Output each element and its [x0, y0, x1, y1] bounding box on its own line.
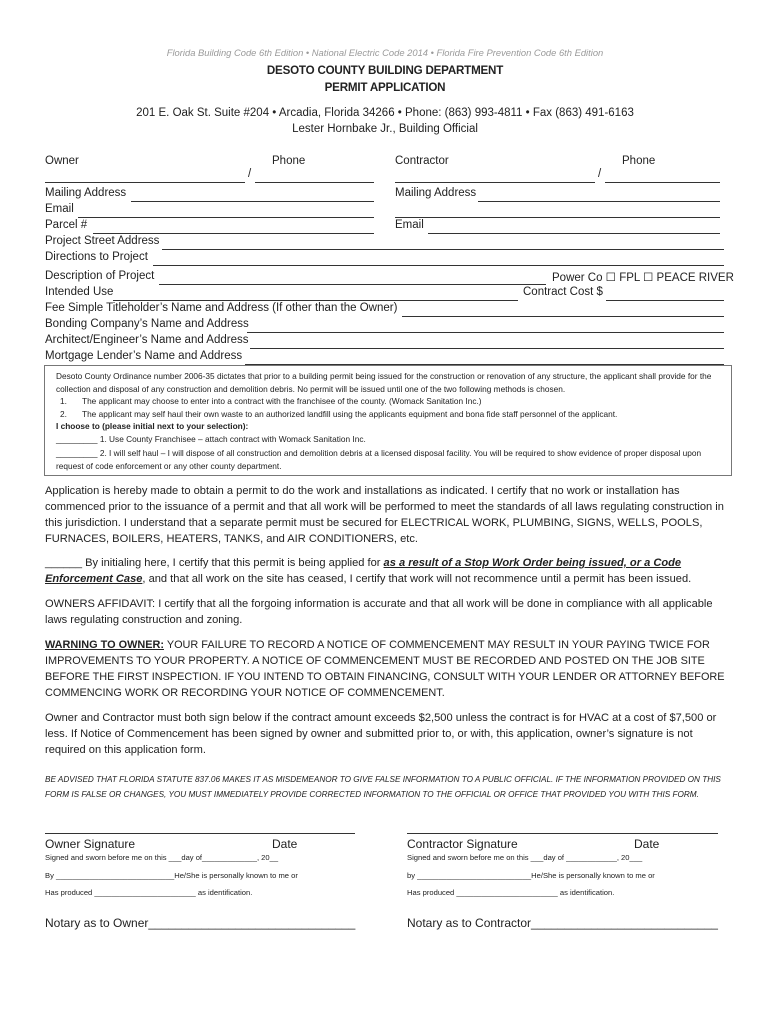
ordinance-item-2-number: 2.: [60, 409, 67, 419]
contractor-date-label: Date: [634, 837, 660, 851]
application-statement: Application is hereby made to obtain a permit to do the work and installations as indicated. I certify that no work or installation has commenced prior to the issuance of a permit and that all work will be performed to meet the standards of all laws regulating construction in this jurisdiction. I understand that a separate permit must be secured for ELECTRICAL WORK, PLUMBING, SIGNS, WELLS, POOLS, FURNACES, BOILERS, HEATERS, TANKS, and AIR CONDITIONERS, etc.: [45, 485, 724, 545]
architect-label: Architect/Engineer’s Name and Address: [45, 334, 249, 346]
notary-owner-line[interactable]: Notary as to Owner_______________________________: [45, 916, 356, 930]
contractor-phone-label: Phone: [622, 155, 656, 167]
contractor-sworn-line[interactable]: Signed and sworn before me on this ___day of ____________, 20___: [407, 853, 643, 862]
titleholder-label: Fee Simple Titleholder’s Name and Address (If other than the Owner): [45, 302, 398, 314]
directions-label: Directions to Project: [45, 251, 148, 263]
contract-cost-label: Contract Cost $: [523, 286, 603, 298]
owner-mailing-label: Mailing Address: [45, 187, 127, 199]
directions-field[interactable]: [153, 253, 724, 271]
owner-phone-field[interactable]: [255, 170, 374, 188]
owner-known-line[interactable]: By ____________________________He/She is personally known to me or: [45, 871, 298, 880]
owner-date-label: Date: [272, 837, 298, 851]
florida-statute-notice: BE ADVISED THAT FLORIDA STATUTE 837.06 MAKES IT AS MISDEMEANOR TO GIVE FALSE INFORMATION TO A PUBLIC OFFICIAL. IF THE INFORMATION PROVIDED ON THIS FORM IS FALSE OR CHANGES, YOU MUST IMMEDIATELY PROVIDE CORRECTED INFORMATION TO THE OFFICIAL OR OFFICE THAT PROVIDED YOU WITH THIS FORM.: [45, 775, 721, 799]
contractor-identification-line[interactable]: Has produced ________________________ as identification.: [407, 888, 615, 897]
owner-sworn-line[interactable]: Signed and sworn before me on this ___day of_____________, 20__: [45, 853, 279, 862]
contractor-known-line[interactable]: by ___________________________He/She is personally known to me or: [407, 871, 655, 880]
contractor-mailing-label: Mailing Address: [395, 187, 477, 199]
power-company-options[interactable]: Power Co ☐ FPL ☐ PEACE RIVER: [552, 272, 734, 284]
ordinance-item-1-number: 1.: [60, 396, 67, 406]
contractor-signature-line[interactable]: [407, 833, 718, 834]
form-title: PERMIT APPLICATION: [324, 81, 446, 94]
stop-work-emphasis: as a result of a Stop Work Order being issued, or a Code Enforcement Case: [45, 557, 682, 585]
contractor-label: Contractor: [395, 155, 449, 167]
mortgage-label: Mortgage Lender’s Name and Address: [45, 350, 243, 362]
building-official: Lester Hornbake Jr., Building Official: [292, 123, 478, 135]
ordinance-option-1[interactable]: _________ 1. Use County Franchisee – attach contract with Womack Sanitation Inc.: [56, 434, 366, 444]
warning-to-owner: [45, 637, 730, 701]
project-street-label: Project Street Address: [45, 235, 160, 247]
owner-phone-label: Phone: [272, 155, 306, 167]
stop-work-statement[interactable]: [45, 555, 730, 587]
warning-label: WARNING TO OWNER:: [45, 639, 164, 651]
contractor-phone-separator: /: [598, 168, 602, 180]
description-label: Description of Project: [45, 270, 155, 282]
warning-text: YOUR FAILURE TO RECORD A NOTICE OF COMMENCEMENT MAY RESULT IN YOUR PAYING TWICE FOR IMPROVEMENTS TO YOUR PROPERTY. A NOTICE OF COMMENCEMENT MUST BE RECORDED AND POSTED ON THE JOB SITE BEFORE THE FIRST INSPECTION. IF YOU INTEND TO OBTAIN FINANCING, CONSULT WITH YOUR LENDER OR ATTORNEY BEFORE COMMENCING WORK OR RECORDING YOUR NOTICE OF COMMENCEMENT.: [45, 639, 725, 699]
contractor-name-field[interactable]: [395, 170, 595, 188]
owner-signature-label: Owner Signature: [45, 837, 136, 851]
bonding-label: Bonding Company’s Name and Address: [45, 318, 249, 330]
owner-phone-separator: /: [248, 168, 252, 180]
ordinance-item-1: The applicant may choose to enter into a contract with the franchisee of the county. (Womack Sanitation Inc.): [82, 396, 482, 406]
ordinance-item-2: The applicant may self haul their own waste to an authorized landfill using the applicants equipment and bona fide staff personnel of the applicant.: [82, 409, 618, 419]
ordinance-intro: Desoto County Ordinance number 2006-35 dictates that prior to a building permit being issued for the construction or renovation of any structure, the applicant shall provide for the collection and disposal of any construction and demolition debris. No permit will be issued until one of the two following methods is chosen.: [56, 371, 712, 394]
parcel-label: Parcel #: [45, 219, 88, 231]
stop-work-suffix: , and that all work on the site has ceased, I certify that work will not recommence until a permit has been issued.: [142, 573, 692, 585]
stop-work-prefix: ______ By initialing here, I certify that this permit is being applied for: [45, 557, 384, 569]
notary-contractor-line[interactable]: Notary as to Contractor____________________________: [407, 916, 718, 930]
ordinance-option-2[interactable]: _________ 2. I will self haul – I will dispose of all construction and demolition debris at a licensed disposal facility. You will be required to show evidence of proper disposal upon request of code enforcement or any other county department.: [56, 448, 702, 471]
owner-signature-line[interactable]: [45, 833, 355, 834]
contractor-email-label: Email: [395, 219, 424, 231]
signature-requirement-note: Owner and Contractor must both sign below if the contract amount exceeds $2,500 unless the contract is for HVAC at a cost of $7,500 or less. If Notice of Commencement has been signed by owner and submitted prior to, or with, this application, owner’s signature is not required on this application form.: [45, 712, 717, 756]
owners-affidavit: OWNERS AFFIDAVIT: I certify that all the forgoing information is accurate and that all work will be done in compliance with all applicable laws regulating construction and zoning.: [45, 598, 713, 626]
department-address: 201 E. Oak St. Suite #204 • Arcadia, Florida 34266 • Phone: (863) 993-4811 • Fax (863) 491-6163: [136, 107, 634, 119]
contractor-signature-label: Contractor Signature: [407, 837, 518, 851]
owner-email-label: Email: [45, 203, 74, 215]
code-editions: Florida Building Code 6th Edition • National Electric Code 2014 • Florida Fire Prevention Code 6th Edition: [166, 47, 604, 58]
intended-use-label: Intended Use: [45, 286, 114, 298]
department-name: DESOTO COUNTY BUILDING DEPARTMENT: [266, 64, 504, 77]
owner-name-field[interactable]: [45, 170, 245, 188]
ordinance-choose: I choose to (please initial next to your selection):: [56, 421, 249, 431]
owner-label: Owner: [45, 155, 79, 167]
owner-identification-line[interactable]: Has produced ________________________ as identification.: [45, 888, 253, 897]
contractor-phone-field[interactable]: [605, 170, 720, 188]
